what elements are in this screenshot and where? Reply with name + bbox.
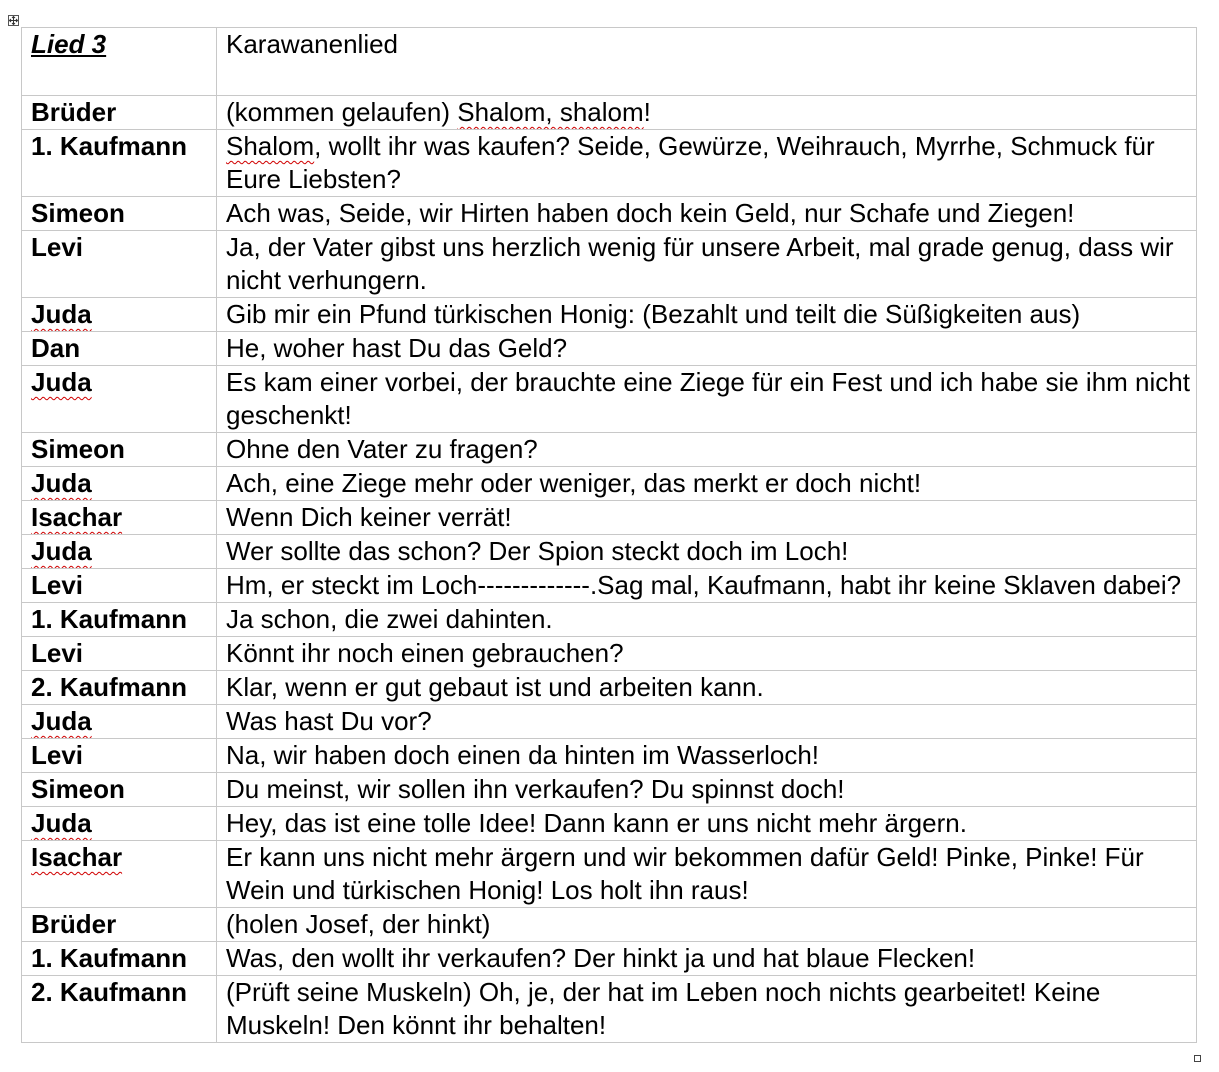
line-text-cell[interactable] bbox=[217, 773, 1197, 807]
table-row bbox=[22, 433, 1197, 467]
speaker-cell[interactable] bbox=[22, 739, 217, 773]
line-text-cell[interactable] bbox=[217, 130, 1197, 197]
speaker-cell[interactable] bbox=[22, 569, 217, 603]
line-text: Hm, er steckt im Loch-------------.Sag mal, Kaufmann, habt ihr keine Sklaven dabei? bbox=[226, 570, 1182, 600]
table-row bbox=[22, 637, 1197, 671]
table-row bbox=[22, 96, 1197, 130]
table-row bbox=[22, 366, 1197, 433]
speaker-name: Isachar bbox=[31, 502, 123, 532]
speaker-name: Dan bbox=[31, 333, 81, 363]
table-row bbox=[22, 501, 1197, 535]
line-text-cell[interactable] bbox=[217, 671, 1197, 705]
line-text-cell[interactable] bbox=[217, 231, 1197, 298]
speaker-name: Levi bbox=[31, 232, 84, 262]
speaker-name: Brüder bbox=[31, 97, 117, 127]
speaker-name: Simeon bbox=[31, 434, 125, 464]
speaker-name: Juda bbox=[31, 468, 92, 498]
move-cross-icon bbox=[9, 16, 18, 25]
speaker-name: Juda bbox=[31, 808, 92, 838]
line-text: Was, den wollt ihr verkaufen? Der hinkt ja und hat blaue Flecken! bbox=[226, 943, 976, 973]
speaker-name: Brüder bbox=[31, 909, 117, 939]
line-text-cell[interactable] bbox=[217, 942, 1197, 976]
table-row bbox=[22, 231, 1197, 298]
line-text: Er kann uns nicht mehr ärgern und wir bekommen dafür Geld! Pinke, Pinke! Für Wein und türkischen Honig! Los holt ihn raus! bbox=[226, 842, 1144, 905]
line-text: (kommen gelaufen) bbox=[226, 97, 458, 127]
speaker-cell[interactable] bbox=[22, 705, 217, 739]
speaker-cell[interactable] bbox=[22, 231, 217, 298]
table-row bbox=[22, 976, 1197, 1043]
table-row bbox=[22, 332, 1197, 366]
table-row bbox=[22, 671, 1197, 705]
line-text-flagged: Shalom, shalom bbox=[457, 97, 644, 127]
table-resize-handle-icon[interactable] bbox=[1194, 1055, 1201, 1062]
line-text-rest: , wollt ihr was kaufen? Seide, Gewürze, Weihrauch, Myrrhe, Schmuck für Eure Liebsten? bbox=[226, 131, 1155, 194]
line-text: Könnt ihr noch einen gebrauchen? bbox=[226, 638, 624, 668]
line-text: (holen Josef, der hinkt) bbox=[226, 909, 491, 939]
line-text: Es kam einer vorbei, der brauchte eine Ziege für ein Fest und ich habe sie ihm nicht geschenkt! bbox=[226, 367, 1190, 430]
speaker-cell[interactable] bbox=[22, 197, 217, 231]
speaker-cell[interactable] bbox=[22, 773, 217, 807]
table-row bbox=[22, 705, 1197, 739]
speaker-cell[interactable] bbox=[22, 942, 217, 976]
speaker-cell[interactable] bbox=[22, 130, 217, 197]
speaker-cell[interactable] bbox=[22, 96, 217, 130]
speaker-name: Simeon bbox=[31, 198, 125, 228]
table-row bbox=[22, 739, 1197, 773]
line-text-cell[interactable] bbox=[217, 535, 1197, 569]
line-text: Ach was, Seide, wir Hirten haben doch kein Geld, nur Schafe und Ziegen! bbox=[226, 198, 1075, 228]
speaker-cell[interactable] bbox=[22, 807, 217, 841]
speaker-name: Simeon bbox=[31, 774, 125, 804]
line-text: Ja schon, die zwei dahinten. bbox=[226, 604, 553, 634]
script-table-body bbox=[22, 28, 1197, 1043]
title-label-cell[interactable] bbox=[22, 28, 217, 96]
line-text-cell[interactable] bbox=[217, 705, 1197, 739]
speaker-cell[interactable] bbox=[22, 467, 217, 501]
speaker-name: Levi bbox=[31, 740, 84, 770]
speaker-cell[interactable] bbox=[22, 908, 217, 942]
speaker-name: 1. Kaufmann bbox=[31, 604, 188, 634]
table-row bbox=[22, 773, 1197, 807]
speaker-cell[interactable] bbox=[22, 535, 217, 569]
speaker-cell[interactable] bbox=[22, 332, 217, 366]
line-text-cell[interactable] bbox=[217, 467, 1197, 501]
table-row bbox=[22, 807, 1197, 841]
line-text: Ach, eine Ziege mehr oder weniger, das merkt er doch nicht! bbox=[226, 468, 922, 498]
line-text: Gib mir ein Pfund türkischen Honig: (Bezahlt und teilt die Süßigkeiten aus) bbox=[226, 299, 1081, 329]
line-text: Was hast Du vor? bbox=[226, 706, 432, 736]
table-row bbox=[22, 130, 1197, 197]
line-text: Na, wir haben doch einen da hinten im Wasserloch! bbox=[226, 740, 820, 770]
speaker-cell[interactable] bbox=[22, 433, 217, 467]
table-row bbox=[22, 942, 1197, 976]
title-text-cell[interactable] bbox=[217, 28, 1197, 96]
line-text: Klar, wenn er gut gebaut ist und arbeiten kann. bbox=[226, 672, 764, 702]
speaker-name: Isachar bbox=[31, 842, 123, 872]
speaker-name: Juda bbox=[31, 299, 92, 329]
speaker-cell[interactable] bbox=[22, 637, 217, 671]
speaker-name: Juda bbox=[31, 706, 92, 736]
speaker-name: 1. Kaufmann bbox=[31, 131, 188, 161]
speaker-cell[interactable] bbox=[22, 298, 217, 332]
speaker-cell[interactable] bbox=[22, 603, 217, 637]
speaker-name: 2. Kaufmann bbox=[31, 977, 188, 1007]
line-text: Hey, das ist eine tolle Idee! Dann kann er uns nicht mehr ärgern. bbox=[226, 808, 967, 838]
line-text: Du meinst, wir sollen ihn verkaufen? Du spinnst doch! bbox=[226, 774, 845, 804]
table-row bbox=[22, 535, 1197, 569]
table-row bbox=[22, 603, 1197, 637]
line-text-cell[interactable] bbox=[217, 807, 1197, 841]
speaker-name: Levi bbox=[31, 638, 84, 668]
line-text-cell[interactable] bbox=[217, 197, 1197, 231]
table-row bbox=[22, 298, 1197, 332]
line-text-cell[interactable] bbox=[217, 501, 1197, 535]
speaker-cell[interactable] bbox=[22, 841, 217, 908]
speaker-name: Juda bbox=[31, 367, 92, 397]
speaker-cell[interactable] bbox=[22, 976, 217, 1043]
table-row bbox=[22, 841, 1197, 908]
line-text-flagged: Shalom bbox=[226, 131, 315, 161]
speaker-name: Juda bbox=[31, 536, 92, 566]
song-label: Lied 3 bbox=[31, 29, 107, 59]
line-text: He, woher hast Du das Geld? bbox=[226, 333, 568, 363]
song-title: Karawanenlied bbox=[226, 29, 399, 59]
line-text-cell[interactable] bbox=[217, 298, 1197, 332]
line-text-rest: ! bbox=[643, 97, 651, 127]
table-row bbox=[22, 467, 1197, 501]
line-text: Ja, der Vater gibst uns herzlich wenig für unsere Arbeit, mal grade genug, dass wir nicht verhungern. bbox=[226, 232, 1174, 295]
table-row bbox=[22, 569, 1197, 603]
line-text-cell[interactable] bbox=[217, 603, 1197, 637]
line-text: Ohne den Vater zu fragen? bbox=[226, 434, 538, 464]
line-text-cell[interactable] bbox=[217, 841, 1197, 908]
line-text-cell[interactable] bbox=[217, 366, 1197, 433]
speaker-name: 1. Kaufmann bbox=[31, 943, 188, 973]
line-text: Wenn Dich keiner verrät! bbox=[226, 502, 512, 532]
line-text-cell[interactable] bbox=[217, 976, 1197, 1043]
line-text-cell[interactable] bbox=[217, 433, 1197, 467]
script-table bbox=[21, 27, 1197, 1043]
line-text-cell[interactable] bbox=[217, 908, 1197, 942]
line-text-cell[interactable] bbox=[217, 739, 1197, 773]
line-text-cell[interactable] bbox=[217, 637, 1197, 671]
line-text-cell[interactable] bbox=[217, 96, 1197, 130]
title-row bbox=[22, 28, 1197, 96]
speaker-cell[interactable] bbox=[22, 366, 217, 433]
line-text-cell[interactable] bbox=[217, 569, 1197, 603]
line-text-cell[interactable] bbox=[217, 332, 1197, 366]
table-row bbox=[22, 197, 1197, 231]
speaker-name: 2. Kaufmann bbox=[31, 672, 188, 702]
table-move-handle-icon[interactable] bbox=[8, 15, 19, 26]
line-text: (Prüft seine Muskeln) Oh, je, der hat im Leben noch nichts gearbeitet! Keine Muskeln! Den könnt ihr behalten! bbox=[226, 977, 1101, 1040]
table-row bbox=[22, 908, 1197, 942]
line-text: Wer sollte das schon? Der Spion steckt doch im Loch! bbox=[226, 536, 849, 566]
speaker-cell[interactable] bbox=[22, 501, 217, 535]
speaker-cell[interactable] bbox=[22, 671, 217, 705]
speaker-name: Levi bbox=[31, 570, 84, 600]
